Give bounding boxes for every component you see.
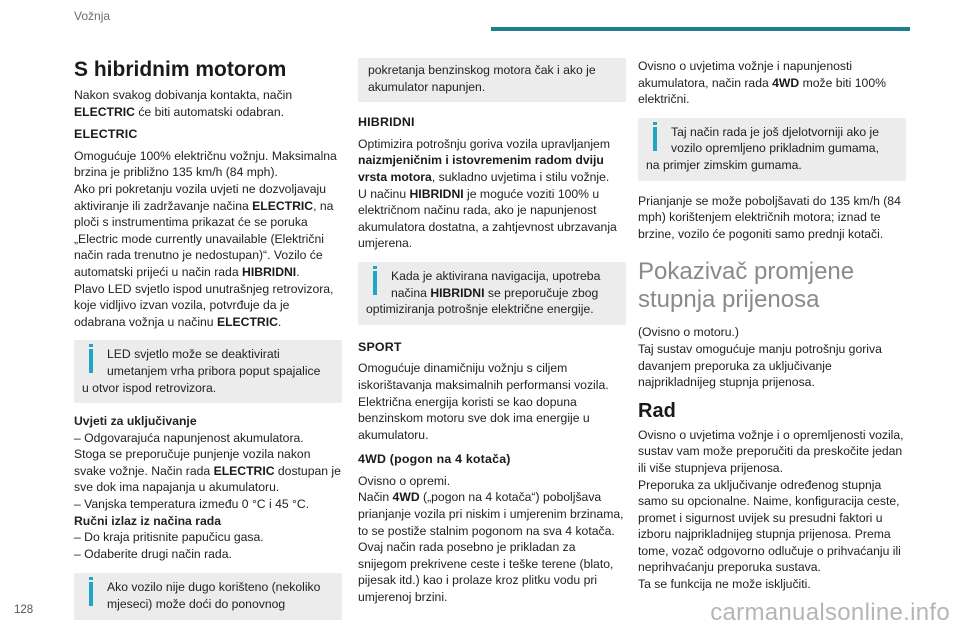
info-note-led: LED svjetlo može se deaktivirati umetanjem vrha pribora poput spajalice u otvor ispod retrovizora. <box>74 340 342 403</box>
info-note-unused-start: Ako vozilo nije dugo korišteno (nekoliko mjeseci) može doći do ponovnog <box>74 573 342 619</box>
condition-3: – Vanjska temperatura između 0 °C i 45 °C. <box>74 497 310 512</box>
gear-paragraph-1: (Ovisno o motoru.) <box>638 325 739 340</box>
hybrid-paragraph-2: U načinu HIBRIDNI je moguće voziti 100% u električnom načinu rada, ako je napunjenost akumulatora dostatna, a zahtjevnost ubrzavanja umjerena. <box>358 186 617 251</box>
page-number: 128 <box>14 604 34 616</box>
header-accent-bar <box>491 27 910 31</box>
gear-paragraph-2: Taj sustav omogućuje manju potrošnju goriva davanjem preporuka za uključivanje najprikladnijeg stupnja prijenosa. <box>638 341 882 390</box>
grip-paragraph: Prianjanje se može poboljšavati do 135 km/h (84 mph) korištenjem električnih motora; iznad te brzine, vozilo će pogoniti samo prednji kotači. <box>638 193 901 241</box>
info-icon <box>89 582 93 606</box>
condition-2: Stoga se preporučuje punjenje vozila nakon svake vožnje. Način rada ELECTRIC dostupan je sve dok ima napajanja u akumulatoru. <box>74 447 341 495</box>
manual-exit-title: Ručni izlaz iz načina rada <box>74 513 221 528</box>
sport-paragraph: Omogućuje dinamičniju vožnju s ciljem iskorištavanja maksimalnih performansi vozila. Električna energija koristi se kao dopuna benzinskom motoru sve dok ima energije u akumulatoru. <box>358 361 609 442</box>
condition-1: – Odgovarajuća napunjenost akumulatora. <box>74 430 304 445</box>
manual-exit-1: – Do kraja pritisnite papučicu gasa. <box>74 530 264 545</box>
heading-electric: ELECTRIC <box>74 127 138 142</box>
info-note-unused-continued: pokretanja benzinskog motora čak i ako je akumulator napunjen. <box>358 58 626 102</box>
watermark: carmanualsonline.info <box>710 599 950 626</box>
section-title: Vožnja <box>74 9 111 23</box>
column-2 <box>358 58 626 606</box>
info-note-tyres: Taj način rada je još djelotvorniji ako je vozilo opremljeno prikladnim gumama, na primjer zimskim gumama. <box>638 118 906 181</box>
heading-hibridni: HIBRIDNI <box>358 115 415 130</box>
info-note-navigation: Kada je aktivirana navigacija, upotreba načina HIBRIDNI se preporučuje zbog optimiziranja potrošnje električne energije. <box>358 262 626 325</box>
gear-indicator-title: Pokazivač promjene stupnja prijenosa <box>638 258 855 314</box>
4wd-paragraph-1: Ovisno o opremi. <box>358 473 451 488</box>
electric-paragraph-2: Ako pri pokretanju vozila uvjeti ne dozvoljavaju aktiviranje ili zadržavanje načina ELECTRIC, na ploči s instrumentima prikazat će se poruka „Electric mode currently unavailable (Električni način rada trenutno je nedostupan)“. Vozilo će automatski prijeći u način rada HIBRIDNI. <box>74 181 334 279</box>
4wd-paragraph-3: Ovaj način rada posebno je prikladan za snijegom prekrivene ceste i teške terene (blato, pijesak itd.) kao i prolaze kroz plitku vodu pri umjerenoj brzini. <box>358 540 614 605</box>
info-icon <box>653 127 657 151</box>
conditions-title: Uvjeti za uključivanje <box>74 414 197 429</box>
info-icon <box>373 271 377 295</box>
rad-title: Rad <box>638 399 676 422</box>
electric-paragraph-3: Plavo LED svjetlo ispod unutrašnjeg retrovizora, koje vidljivo izvan vozila, potvrđuje da je odabrana vožnja u načinu ELECTRIC. <box>74 281 334 329</box>
column-3 <box>638 58 906 593</box>
heading-4wd: 4WD (pogon na 4 kotača) <box>358 452 511 467</box>
hybrid-paragraph-1: Optimizira potrošnju goriva vozila upravljanjem naizmjeničnim i istovremenim radom dviju vrsta motora, sukladno uvjetima i stilu vožnje. <box>358 136 610 184</box>
rad-paragraph-2: Preporuka za uključivanje određenog stupnja samo su opcionalne. Naime, konfiguracija ceste, promet i sigurnost uvijek su presudni faktori u izboru najprikladnijeg stupnja prijenosa. Prema tome, vozač odgovorno odlučuje o prihvaćanju ili neprihvaćanju preporuka sustava. <box>638 477 901 575</box>
heading-sport: SPORT <box>358 339 402 354</box>
intro-paragraph: Nakon svakog dobivanja kontakta, način ELECTRIC će biti automatski odabran. <box>74 88 293 119</box>
4wd-electric-paragraph: Ovisno o uvjetima vožnje i napunjenosti akumulatora, način rada 4WD može biti 100% električni. <box>638 59 886 107</box>
page-title: S hibridnim motorom <box>74 58 287 81</box>
rad-paragraph-1: Ovisno o uvjetima vožnje i o opremljenosti vozila, sustav vam može preporučiti da preskočite jedan ili više stupnjeva prijenosa. <box>638 427 904 475</box>
electric-paragraph-1: Omogućuje 100% električnu vožnju. Maksimalna brzina je približno 135 km/h (84 mph). <box>74 148 337 180</box>
manual-exit-2: – Odaberite drugi način rada. <box>74 546 232 561</box>
column-1 <box>74 58 342 630</box>
info-icon <box>89 349 93 373</box>
rad-paragraph-3: Ta se funkcija ne može isključiti. <box>638 577 811 592</box>
4wd-paragraph-2: Način 4WD („pogon na 4 kotača“) poboljšava prianjanje vozila pri niskim i umjerenim brzinama, to se postiže stalnim pogonom na sva 4 kotača. <box>358 490 624 538</box>
